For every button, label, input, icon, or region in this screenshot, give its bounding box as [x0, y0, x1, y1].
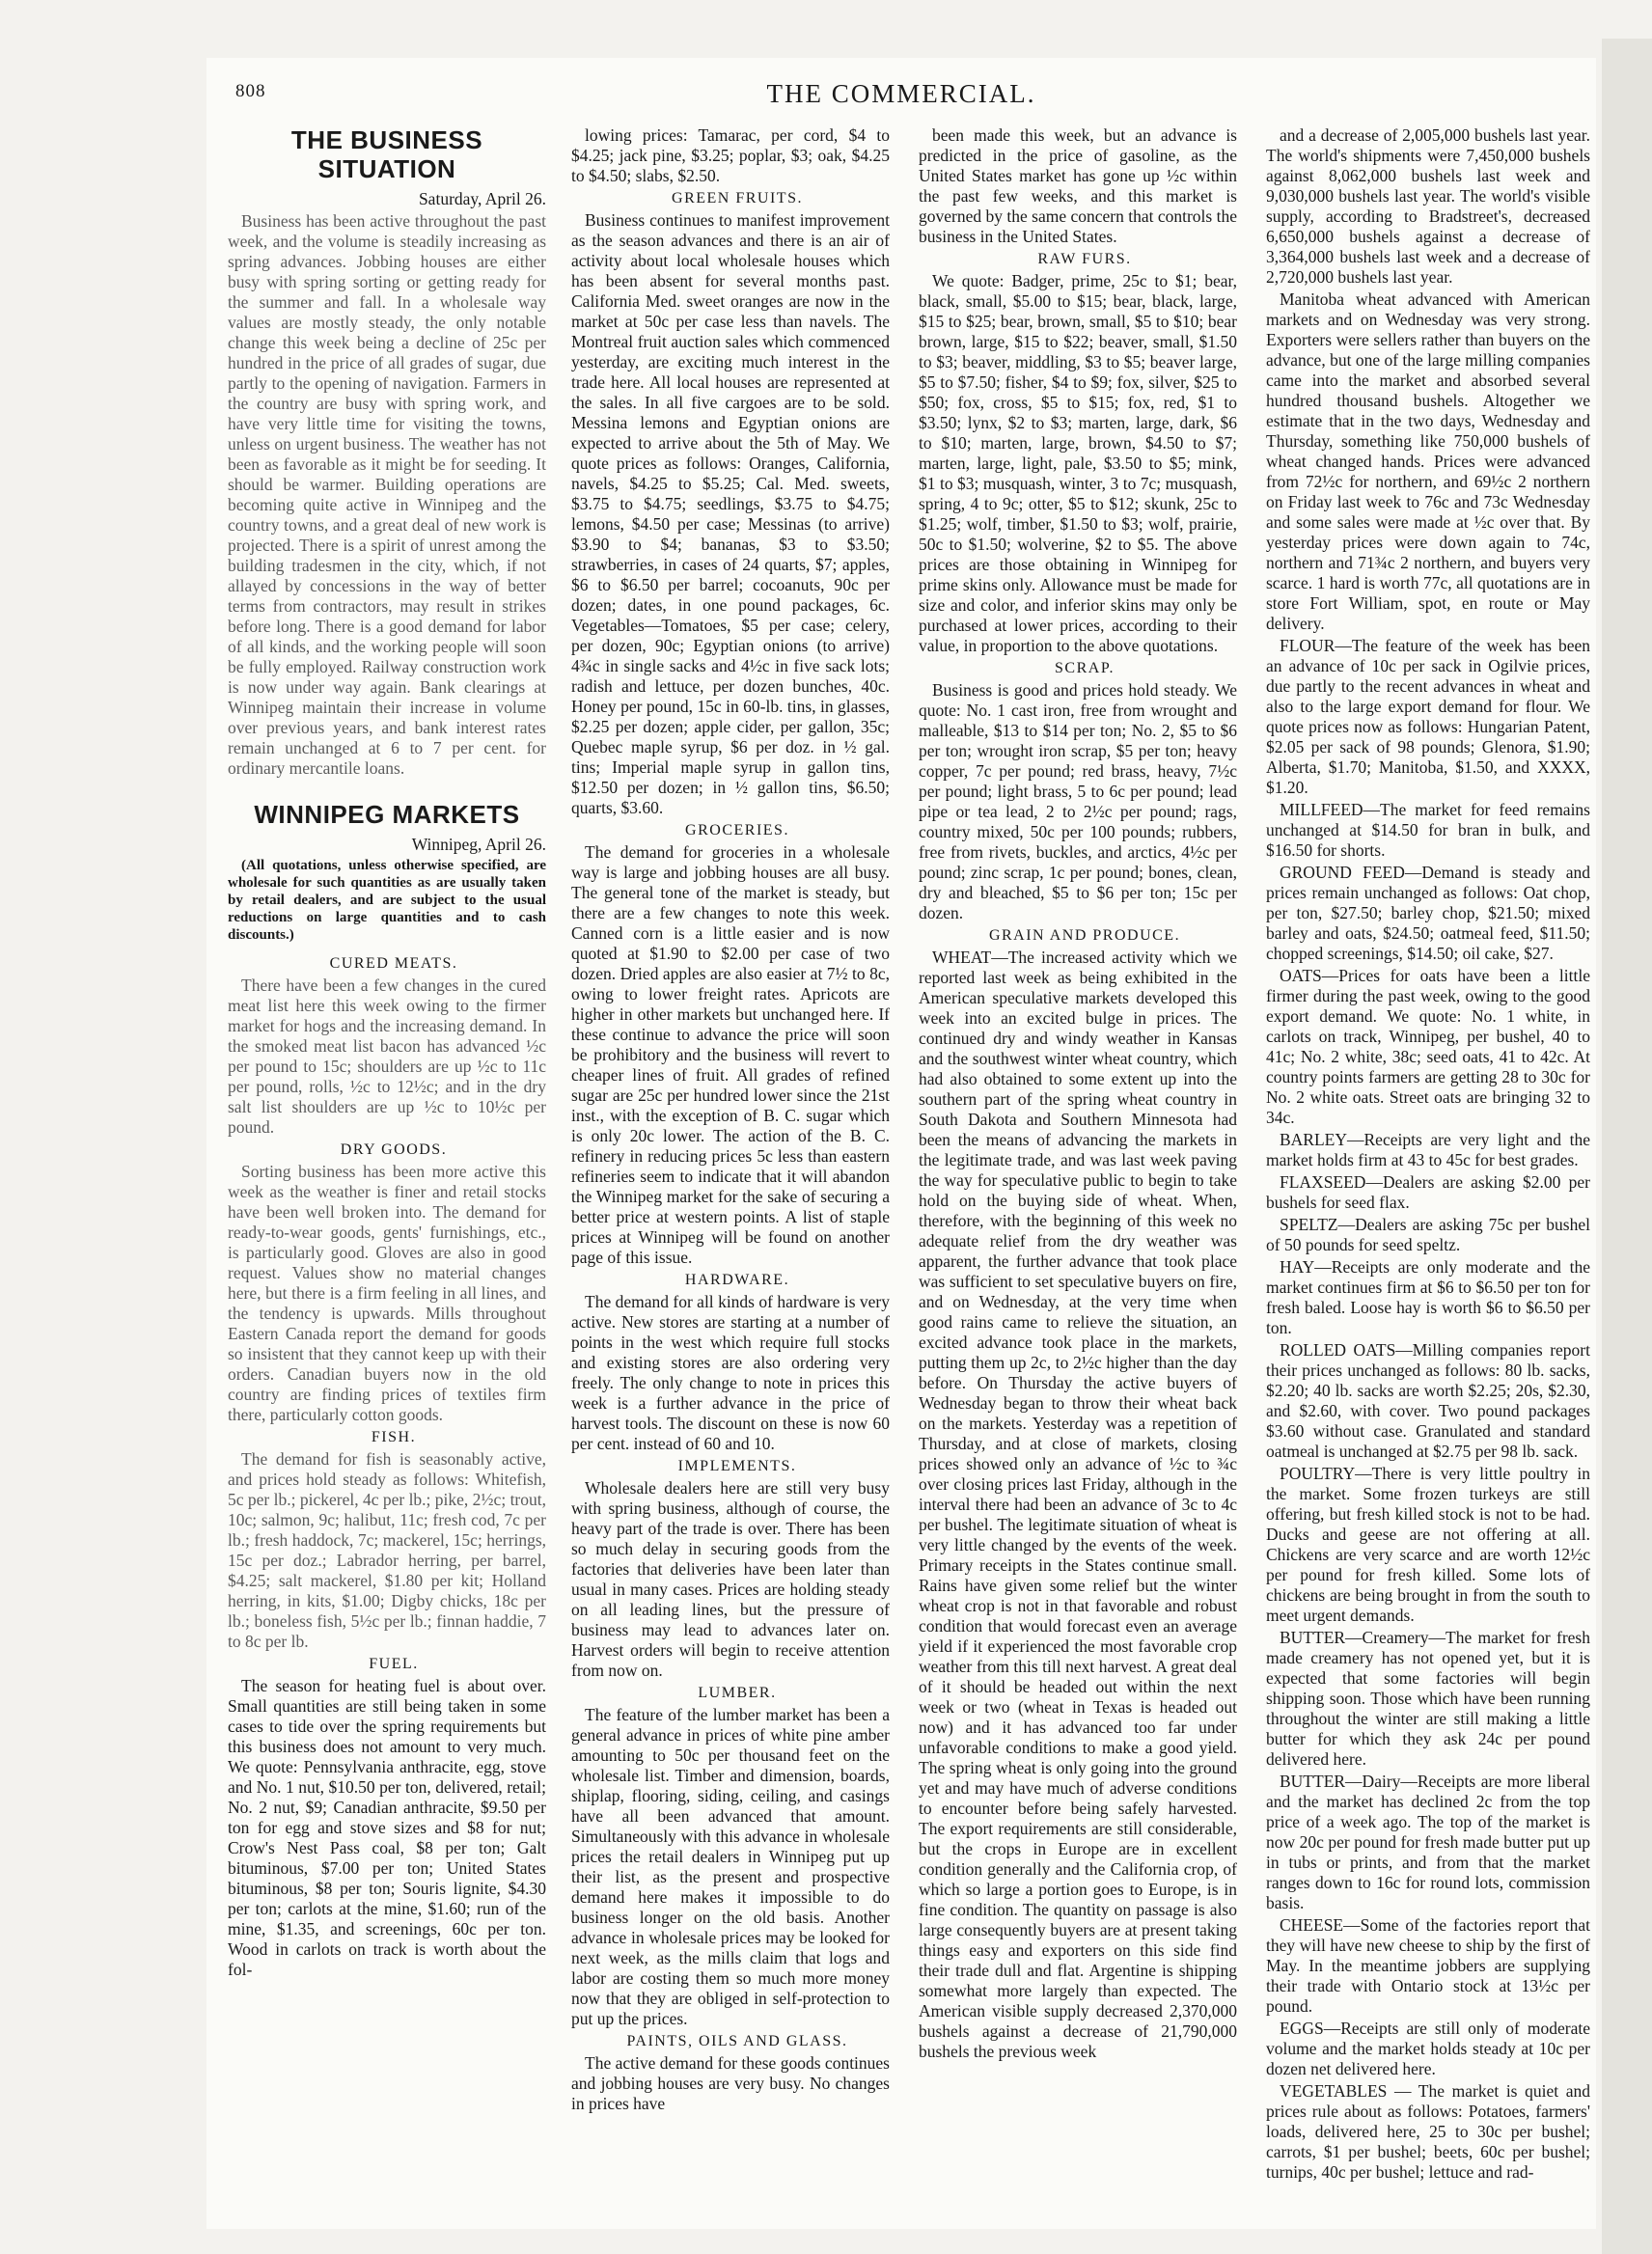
ground-feed-item: GROUND FEED—Demand is steady and prices remain unchanged as follows: Oat chop, per ton, $27.50; barley chop, $21.50; mixed barley and oats, $24.50; oatmeal feed, $11.50; chopped screenings, $14.50; oil cake, $27. — [1266, 863, 1590, 963]
hardware-body: The demand for all kinds of hardware is very active. New stores are starting at a number of points in the west which require full stocks and existing stores are also ordering very freely. The only change to note in prices this week is a further advance in the price of harvest tools. The discount on these is now 60 per cent. instead of 60 and 10. — [571, 1292, 890, 1453]
groceries-heading: GROCERIES. — [685, 822, 789, 838]
flour-item: FLOUR—The feature of the week has been an advance of 10c per sack in Ogilvie prices, due partly to the recent advances in wheat and also to the large export demand for flour. We quote prices now as follows: Hungarian Patent, $2.05 per sack of 98 pounds; Glenora, $1.90; Alberta, $1.70; Manitoba, $1.50, and XXXX, $1.20. — [1266, 636, 1590, 797]
lumber-body: The feature of the lumber market has been a general advance in prices of white pine amber amounting to 50c per thousand feet on the wholesale list. Timber and dimension, boards, shiplap, flooring, siding, ceiling, and casings have all been advanced that amount. Simultaneously with this advance in wholesale prices the retail dealers in Winnipeg put up their list, as the present and prospective demand here makes it impossible to do business longer on the old basis. Another advance in wholesale prices may be looked for next week, as the mills claim that logs and labor are costing them so much more money now that they are obliged in self-protection to put up the prices. — [571, 1705, 890, 2028]
next-page-edge — [1602, 39, 1652, 2254]
scrap-body: Business is good and prices hold steady. We quote: No. 1 cast iron, free from wrought and malleable, $13 to $14 per ton; No. 2, $5 to $6 per ton; wrought iron scrap, $5 per ton; heavy copper, 7c per pound; red brass, heavy, 7½c per pound; light brass, 5 to 6c per pound; lead pipe or tea lead, 2 to 2½c per pound; rags, country mixed, 50c per 100 pounds; rubbers, free from rivets, buckles, and arctics, 4½c per pound; zinc scrap, 1c per pound; bones, clean, dry and bleached, $5 to $6 per ton; 15c per dozen. — [919, 680, 1237, 922]
barley-item: BARLEY—Receipts are very light and the market holds firm at 43 to 45c for best grades. — [1266, 1130, 1590, 1169]
column-4 — [1266, 125, 1590, 2185]
raw-furs-heading: RAW FURS. — [1037, 251, 1132, 267]
page-number: 808 — [235, 81, 266, 101]
business-situation-title: THE BUSINESS SITUATION — [290, 125, 483, 183]
rolled-oats-item: ROLLED OATS—Milling companies report their prices unchanged as follows: 80 lb. sacks, $2.20; 40 lb. sacks are worth $2.25; 20s, $2.30, and $2.60, with cover. Two pound packages $3.60 without case. Granulated and standard oatmeal is unchanged at $2.75 per 98 lb. sack. — [1266, 1340, 1590, 1461]
hardware-heading: HARDWARE. — [684, 1272, 790, 1288]
fish-heading: FISH. — [371, 1429, 417, 1445]
wheat-continued: and a decrease of 2,005,000 bushels last year. The world's shipments were 7,450,000 bushels against 8,062,000 bushels last week and 9,030,000 bushels last year. The world's visible supply, according to Bradstreet's, decreased 6,650,000 bushels against a decrease of 3,364,000 bushels last week and a decrease of 2,720,000 bushels last year. — [1266, 125, 1590, 287]
millfeed-item: MILLFEED—The market for feed remains unchanged at $14.50 for bran in bulk, and $16.50 for shorts. — [1266, 800, 1590, 860]
fish-body: The demand for fish is seasonably active, and prices hold steady as follows: Whitefish, 5c per lb.; pickerel, 4c per lb.; pike, 2½c; trout, 10c; salmon, 9c; halibut, 11c; fresh cod, 7c per lb.; fresh haddock, 7c; mackerel, 15c; herrings, 15c per doz.; Labrador herring, per barrel, $4.25; salt mackerel, $1.80 per kit; Holland herring, in kits, $1.00; Digby chicks, 18c per lb.; boneless fish, 5½c per lb.; finnan haddie, 7 to 8c per lb. — [228, 1449, 546, 1651]
green-fruits-body: Business continues to manifest improvement as the season advances and there is an air of activity about local wholesale houses which has been absent for several months past. California Med. sweet oranges are now in the market at 50c per case less than navels. The Montreal fruit auction sales which commenced yesterday, are exciting much interest in the trade here. All local houses are represented at the sales. In all five cargoes are to be sold. Messina lemons and Egyptian onions are expected to arrive about the 5th of May. We quote prices as follows: Oranges, California, navels, $4.25 to $5.25; Cal. Med. sweets, $3.75 to $4.75; seedlings, $3.75 to $4.75; lemons, $4.50 per case; Messinas (to arrive) $3.90 to $4; bananas, $3 to $3.50; strawberries, in cases of 24 quarts, $7; apples, $6 to $6.50 per barrel; cocoanuts, 90c per dozen; dates, in one pound packages, 6c. Vegetables—Tomatoes, $5 per case; celery, per dozen, 90c; Egyptian onions (to arrive) 4¾c in single sacks and 4½c in five sack lots; radish and lettuce, per dozen bunches, 40c. Honey per pound, 15c in 60-lb. tins, in glasses, $2.25 per dozen; apple cider, per gallon, 35c; Quebec maple syrup, $6 per doz. in ½ gal. tins; Imperial maple syrup in gallon tins, $12.50 per dozen; in ½ gallon tins, $6.50; quarts, $3.60. — [571, 210, 890, 817]
butter-creamery-item: BUTTER—Creamery—The market for fresh made creamery has not opened yet, but it is expected that some factories will begin shipping soon. Those which have been running throughout the winter are still making a little butter for which they ask 24c per pound delivered here. — [1266, 1628, 1590, 1769]
dry-goods-heading: DRY GOODS. — [340, 1141, 448, 1158]
green-fruits-heading: GREEN FRUITS. — [672, 190, 803, 206]
business-body: Business has been active throughout the past week, and the volume is steadily increasing as spring advances. Jobbing houses are either busy with spring sorting or getting ready for the summer and fall. In a wholesale way values are mostly steady, the only notable change this week being a decline of 25c per hundred in the price of all grades of sugar, due partly to the opening of navigation. Farmers in the country are busy with spring work, and have very little time for visiting the towns, unless on urgent business. The weather has not been as favorable as it might be for seeding. It should be warmer. Building operations are becoming quite active in Winnipeg and the country towns, and a great deal of new work is projected. There is a spirit of unrest among the building tradesmen in the city, which, if not allayed by concessions in the way of better terms from contractors, may result in strikes before long. There is a good demand for labor of all kinds, and the working people will soon be fully employed. Railway construction work is now under way again. Bank clearings at Winnipeg maintain their increase in volume over previous years, and bank interest rates remain unchanged at 6 to 7 per cent. for ordinary mercantile loans. — [228, 211, 546, 778]
quotations-note: (All quotations, unless otherwise specified, are wholesale for such quantities as are usually taken by retail dealers, and are subject to the usual reductions on large quantities and to cash discounts.) — [228, 858, 546, 943]
raw-furs-body: We quote: Badger, prime, 25c to $1; bear, black, small, $5.00 to $15; bear, black, large, $15 to $25; bear, brown, small, $5 to $10; bear brown, large, $15 to $22; beaver, small, $1.50 to $3; beaver, middling, $3 to $5; beaver large, $5 to $7.50; fisher, $4 to $9; fox, silver, $25 to $50; fox, cross, $5 to $15; fox, red, $1 to $3.50; lynx, $2 to $3; marten, large, dark, $6 to $10; marten, large, brown, $4.50 to $7; marten, large, light, pale, $3.50 to $5; mink, $1 to $3; musquash, winter, 3 to 7c; musquash, spring, 4 to 9c; otter, $5 to $12; skunk, 25c to $1.25; wolf, timber, $1.50 to $3; wolf, prairie, 50c to $1.50; wolverine, $2 to $5. The above prices are those obtaining in Winnipeg for prime skins only. Allowance must be made for size and color, and inferior skins may only be purchased at lower prices, according to their value, in proportion to the above quotations. — [919, 271, 1237, 655]
cured-meats-body: There have been a few changes in the cured meat list here this week owing to the firmer market for hogs and the increasing demand. In the smoked meat list bacon has advanced ½c per pound to 15c; shoulders are up ½c to 11c per pound, rolls, ½c to 12½c; and in the dry salt list shoulders are up ½c to 10½c per pound. — [228, 976, 546, 1137]
fuel-body: The season for heating fuel is about over. Small quantities are still being taken in some cases to tide over the spring requirements but this business does not amount to very much. We quote: Pennsylvania anthracite, egg, stove and No. 1 nut, $10.50 per ton, delivered, retail; No. 2 nut, $9; Canadian anthracite, $9.50 per ton for egg and stove sizes and $8 for nut; Crow's Nest Pass coal, $8 per ton; Galt bituminous, $7.00 per ton; United States bituminous, $8 per ton; Souris lignite, $4.30 per ton; carlots at the mine, $1.60; run of the mine, $1.35, and screenings, 60c per ton. Wood in carlots on track is worth about the fol- — [228, 1676, 546, 1979]
newspaper-page — [206, 58, 1596, 2229]
wheat-body: WHEAT—The increased activity which we reported last week as being exhibited in the American speculative markets developed this week into an excited bulge in prices. The continued dry and windy weather in Kansas and the southwest winter wheat country, which had also obtained to some extent up into the southern part of the spring wheat country in South Dakota and Southern Minnesota had been the means of advancing the markets in the legitimate trade, and was last week paving the way for speculative public to begin to take hold on the buying side of wheat. When, therefore, with the beginning of this week no adequate relief from the dry weather was apparent, the further advance that took place was sufficient to set speculative buyers on fire, and on Wednesday, at the very time when good rains came to relieve the situation, an excited advance took place in the markets, putting them up 2c, to 2½c higher than the day before. On Thursday the active buyers of Wednesday began to throw their wheat back on the markets. Yesterday was a repetition of Thursday, and at close of markets, closing prices showed only an advance of ½c to ¾c over closing prices last Friday, although in the interval there had been an advance of 3c to 4c per bushel. The legitimate situation of wheat is very little changed by the events of the week. Primary receipts in the States continue small. Rains have given some relief but the winter wheat crop is not in that favorable and robust condition that would forecast even an average yield if it experienced the most favorable crop weather from this till next harvest. A great deal of it should be headed out within the next week or two (wheat in Texas is headed out now) and it has advanced too far under unfavorable conditions to make a good yield. The spring wheat is only going into the ground yet and may have much of adverse conditions to encounter before being safely harvested. The export requirements are still considerable, but the crops in Europe are in excellent condition generally and the California crop, of which so large a portion goes to Europe, is in fine condition. The quantity on passage is also large consequently buyers are at present taking things easy and exporters on this side find their trade dull and flat. Argentine is shipping somewhat more largely than expected. The American visible supply decreased 2,370,000 bushels against a decrease of 21,790,000 bushels the previous week — [919, 948, 1237, 2061]
winnipeg-markets-title: WINNIPEG MARKETS — [254, 800, 520, 829]
flaxseed-item: FLAXSEED—Dealers are asking $2.00 per bushels for seed flax. — [1266, 1172, 1590, 1212]
groceries-body: The demand for groceries in a wholesale way is large and jobbing houses are all busy. The general tone of the market is steady, but there are a few changes to note this week. Canned corn is a little easier and is now quoted at $1.90 to $2.00 per case of two dozen. Dried apples are also easier at 7½ to 8c, owing to lower freight rates. Apricots are higher in other markets but unchanged here. If these continue to advance the price will soon be prohibitory and the business will revert to cheaper lines of fruit. All grades of refined sugar are 25c per hundred lower since the 21st inst., with the exception of B. C. sugar which is only 20c lower. The action of the B. C. refinery in reducing prices 5c less than eastern refineries seem to indicate that it will abandon the Winnipeg market for the sake of securing a better price at western points. A list of staple prices at Winnipeg will be found on another page of this issue. — [571, 842, 890, 1267]
vegetables-item: VEGETABLES — The market is quiet and prices rule about as follows: Potatoes, farmers' loads, delivered here, 25 to 30c per bushel; carrots, $1 per bushel; beets, 60c per bushel; turnips, 40c per bushel; lettuce and rad- — [1266, 2081, 1590, 2182]
fuel-heading: FUEL. — [369, 1656, 419, 1672]
speltz-item: SPELTZ—Dealers are asking 75c per bushel of 50 pounds for seed speltz. — [1266, 1215, 1590, 1254]
implements-heading: IMPLEMENTS. — [677, 1458, 797, 1474]
cured-meats-heading: CURED MEATS. — [329, 955, 458, 972]
butter-dairy-item: BUTTER—Dairy—Receipts are more liberal and the market has declined 2c from the top price of a week ago. The top of the market is now 20c per pound for fresh made butter put up in tubs or prints, and from that the market ranges down to 16c for round lots, commission basis. — [1266, 1772, 1590, 1912]
oats-item: OATS—Prices for oats have been a little firmer during the past week, owing to the good export demand. We quote: No. 1 white, in carlots on track, Winnipeg, per bushel, 40 to 41c; No. 2 white, 38c; seed oats, 41 to 42c. At country points farmers are getting 28 to 30c for No. 2 white oats. Street oats are bringing 32 to 34c. — [1266, 966, 1590, 1127]
grain-produce-heading: GRAIN AND PRODUCE. — [988, 927, 1181, 944]
column-1 — [228, 125, 546, 1982]
running-title: THE COMMERCIAL. — [766, 79, 1036, 108]
paints-heading: PAINTS, OILS AND GLASS. — [626, 2033, 848, 2049]
paints-body: The active demand for these goods continues and jobbing houses are very busy. No changes in prices have — [571, 2053, 890, 2113]
scrap-heading: SCRAP. — [1055, 660, 1115, 676]
eggs-item: EGGS—Receipts are still only of moderate volume and the market holds steady at 10c per dozen net delivered here. — [1266, 2019, 1590, 2078]
manitoba-wheat: Manitoba wheat advanced with American markets and on Wednesday was very strong. Exporters were sellers rather than buyers on the advance, but one of the large milling companies came into the market and absorbed several hundred thousand bushels. Altogether we estimate that in the two days, Wednesday and Thursday, something like 750,000 bushels of wheat changed hands. Prices were advanced from 72½c for northern, and 69½c 2 northern on Friday last week to 76c and 73c Wednesday and some sales were made at ½c over that. By yesterday prices were down again to 74c, northern and 71¾c 2 northern, and buyers very scarce. 1 hard is worth 77c, all quotations are in store Fort William, spot, en route or May delivery. — [1266, 289, 1590, 633]
paints-continued: been made this week, but an advance is predicted in the price of gasoline, as the United States market has gone up ½c within the past few weeks, and this market is governed by the same concern that controls the business in the United States. — [919, 125, 1237, 246]
poultry-item: POULTRY—There is very little poultry in the market. Some frozen turkeys are still offering, but fresh killed stock is not to be had. Ducks and geese are not offering at all. Chickens are very scarce and are worth 12½c per pound for fresh killed. Some lots of chickens are being brought in from the south to meet urgent demands. — [1266, 1464, 1590, 1625]
column-2 — [571, 125, 890, 2116]
wood-prices-body: lowing prices: Tamarac, per cord, $4 to $4.25; jack pine, $3.25; poplar, $3; oak, $4.25 to $4.50; slabs, $2.50. — [571, 125, 890, 185]
column-3 — [919, 125, 1237, 2064]
implements-body: Wholesale dealers here are still very busy with spring business, although of course, the heavy part of the trade is over. There has been so much delay in securing goods from the factories that deliveries have been later than usual in many cases. Prices are holding steady on all leading lines, but the pressure of business may lead to advances later on. Harvest orders will begin to receive attention from now on. — [571, 1478, 890, 1680]
markets-dateline: Winnipeg, April 26. — [411, 835, 546, 854]
dry-goods-body: Sorting business has been more active this week as the weather is finer and retail stocks have been well broken into. The demand for ready-to-wear goods, gents' furnishings, etc., is particularly good. Gloves are also in good request. Values show no material changes here, but there is a firm feeling in all lines, and the tendency is upwards. Mills throughout Eastern Canada report the demand for goods so insistent that they cannot keep up with their orders. Canadian buyers now in the old country are finding prices of textiles firm there, particularly cotton goods. — [228, 1162, 546, 1424]
business-dateline: Saturday, April 26. — [418, 189, 546, 208]
cheese-item: CHEESE—Some of the factories report that they will have new cheese to ship by the first of May. In the meantime jobbers are supplying their trade with Ontario stock at 13½c per pound. — [1266, 1915, 1590, 2016]
hay-item: HAY—Receipts are only moderate and the market continues firm at $6 to $6.50 per ton for fresh baled. Loose hay is worth $6 to $6.50 per ton. — [1266, 1257, 1590, 1337]
lumber-heading: LUMBER. — [698, 1685, 777, 1701]
